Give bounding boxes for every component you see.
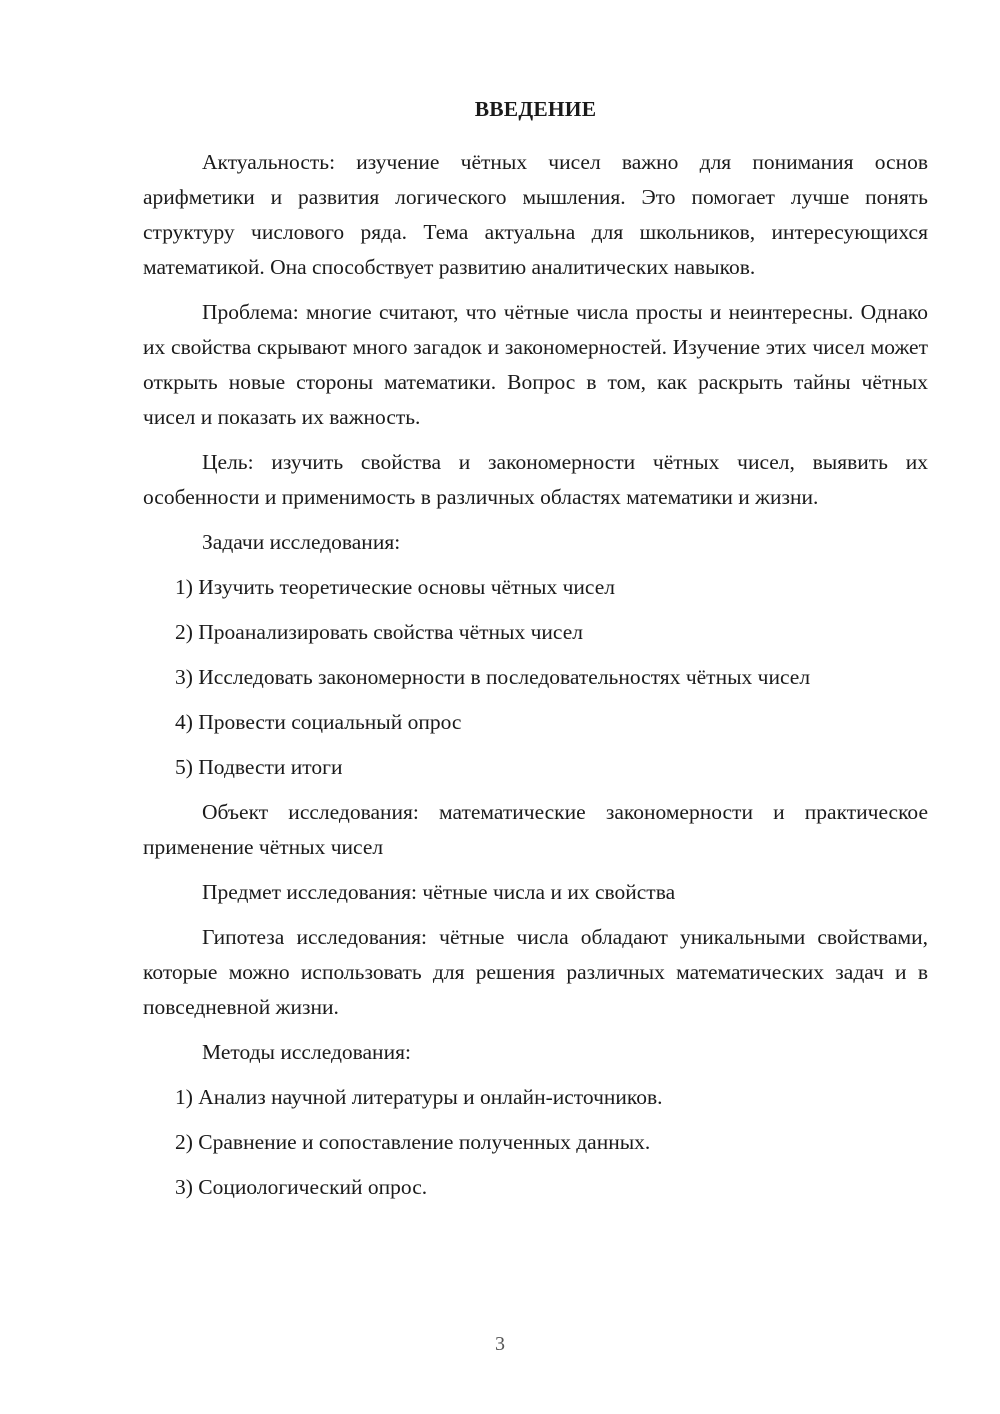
list-item: 4) Провести социальный опрос — [175, 710, 462, 734]
list-item: 2) Сравнение и сопоставление полученных данных. — [175, 1130, 651, 1154]
goal-paragraph: Цель: изучить свойства и закономерности чётных чисел, выявить их особенности и применимость в различных областях математики и жизни. — [143, 450, 928, 509]
list-item: 1) Анализ научной литературы и онлайн-источников. — [175, 1085, 663, 1109]
problem-paragraph: Проблема: многие считают, что чётные числа просты и неинтересны. Однако их свойства скрывают много загадок и закономерностей. Изучение этих чисел может открыть новые стороны математики. Вопрос в том, как раскрыть тайны чётных чисел и показать их важность. — [143, 300, 928, 429]
list-item: 1) Изучить теоретические основы чётных чисел — [175, 575, 615, 599]
list-item: 5) Подвести итоги — [175, 755, 343, 779]
subject-paragraph: Предмет исследования: чётные числа и их свойства — [202, 880, 676, 904]
list-item: 3) Социологический опрос. — [175, 1175, 428, 1199]
list-item: 2) Проанализировать свойства чётных чисел — [175, 620, 584, 644]
methods-heading: Методы исследования: — [202, 1040, 411, 1064]
tasks-list — [143, 570, 928, 785]
object-paragraph: Объект исследования: математические закономерности и практическое применение чётных чисел — [143, 800, 928, 859]
section-title: ВВЕДЕНИЕ — [474, 97, 597, 121]
list-item: 3) Исследовать закономерности в последовательностях чётных чисел — [175, 665, 811, 689]
tasks-heading: Задачи исследования: — [202, 530, 401, 554]
document-page — [143, 92, 928, 1215]
methods-list — [143, 1080, 928, 1205]
page-number: 3 — [495, 1333, 505, 1355]
hypothesis-paragraph: Гипотеза исследования: чётные числа обладают уникальными свойствами, которые можно использовать для решения различных математических задач и в повседневной жизни. — [143, 925, 928, 1019]
relevance-paragraph: Актуальность: изучение чётных чисел важно для понимания основ арифметики и развития логического мышления. Это помогает лучше понять структуру числового ряда. Тема актуальна для школьников, интересующихся математикой. Она способствует развитию аналитических навыков. — [143, 150, 928, 279]
